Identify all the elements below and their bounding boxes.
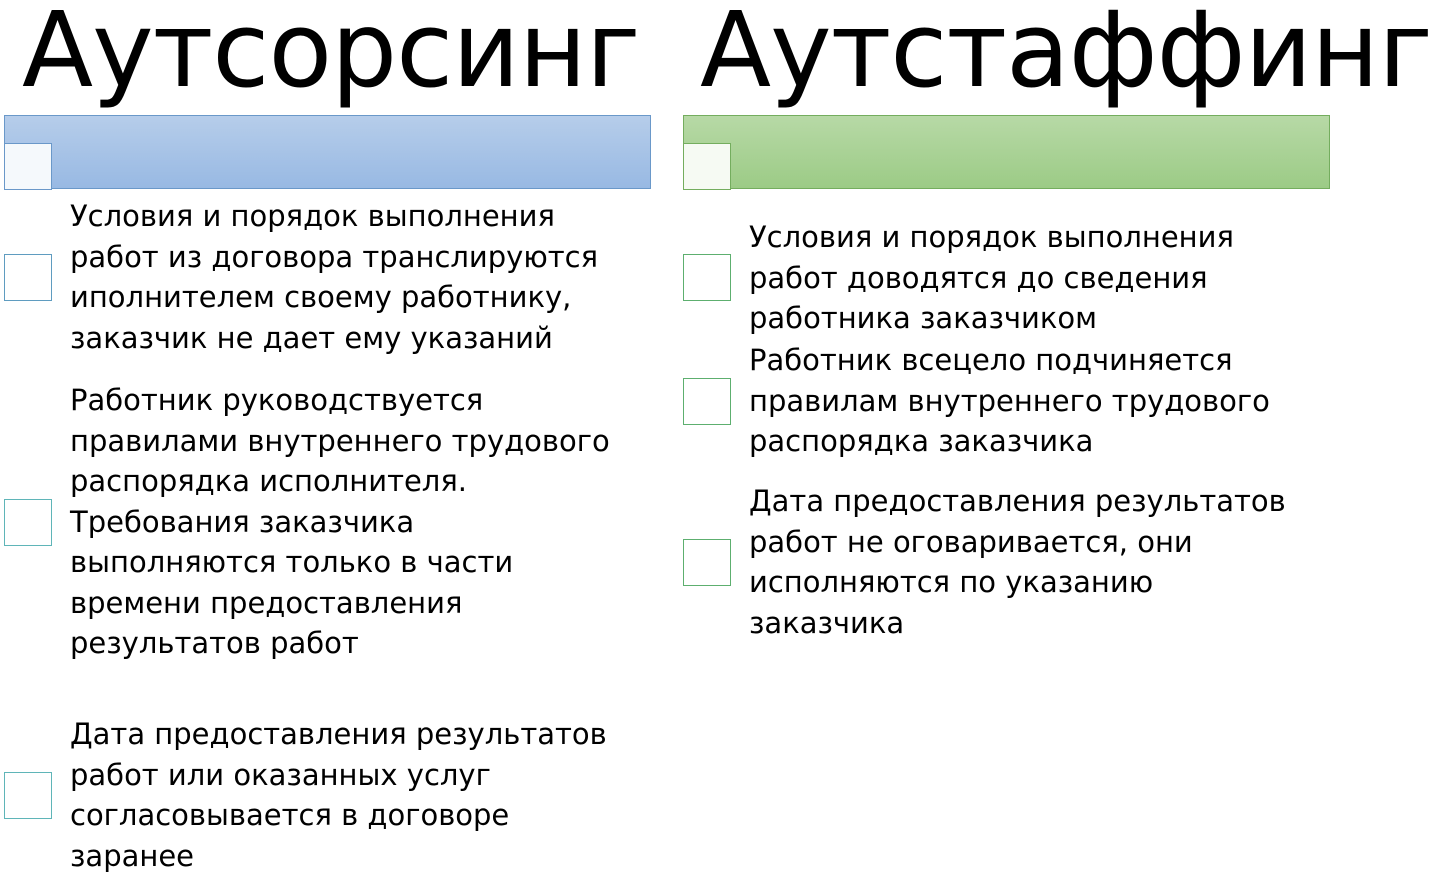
outstaffing-title: Аутстаффинг (700, 0, 1432, 111)
outsourcing-item-1-marker (4, 254, 52, 301)
outsourcing-item-2-text: Работник руководствуется правилами внутреннего трудового распорядка исполнителя. Требования заказчика выполняются только в части времени предоставления результатов работ (70, 383, 610, 660)
outstaffing-item-3-text: Дата предоставления результатов работ не оговаривается, они исполняются по указанию заказчика (749, 484, 1286, 640)
outstaffing-header-marker (683, 143, 731, 190)
outstaffing-header-bar (683, 115, 1330, 189)
outsourcing-header-bar (4, 115, 651, 189)
outstaffing-item-1-marker (683, 254, 731, 301)
outstaffing-item-1-text: Условия и порядок выполнения работ доводятся до сведения работника заказчиком (749, 220, 1234, 335)
outsourcing-item-3-text: Дата предоставления результатов работ или оказанных услуг согласовывается в договоре заранее (70, 717, 607, 873)
outsourcing-item-2-marker (4, 499, 52, 546)
outstaffing-item-2-text: Работник всецело подчиняется правилам внутреннего трудового распорядка заказчика (749, 343, 1270, 458)
outsourcing-header-marker (4, 143, 52, 190)
outsourcing-item-1-text: Условия и порядок выполнения работ из договора транслируются иполнителем своему работнику, заказчик не дает ему указаний (70, 199, 599, 355)
outsourcing-title: Аутсорсинг (22, 0, 640, 111)
outstaffing-item-3-marker (683, 539, 731, 586)
outsourcing-item-3-marker (4, 772, 52, 819)
outstaffing-item-2-marker (683, 378, 731, 425)
